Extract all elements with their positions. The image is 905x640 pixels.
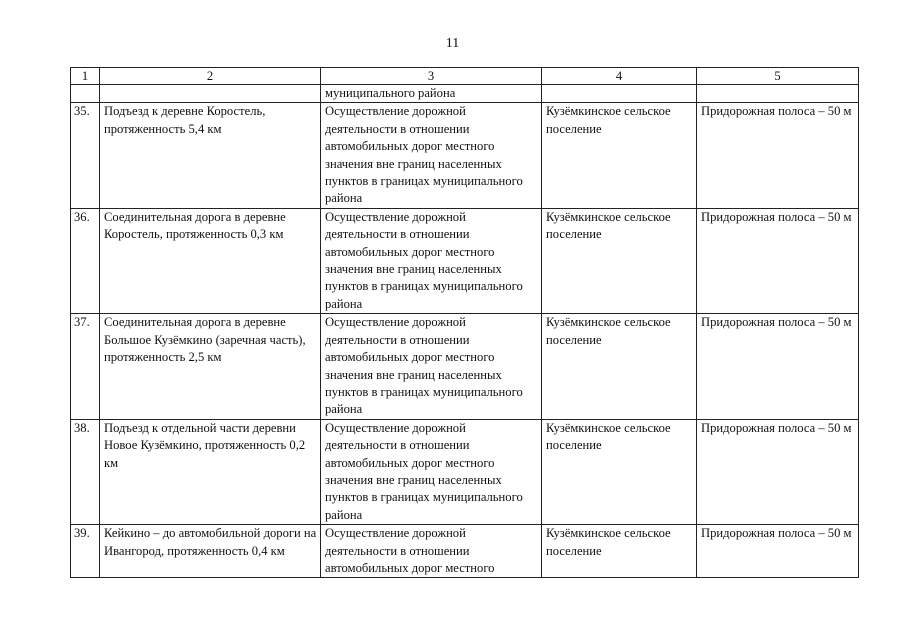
header-row (71, 68, 859, 85)
object-name: Подъезд к деревне Коростель, протяженность 5,4 км (100, 103, 321, 208)
object-name: Соединительная дорога в деревне Большое Кузёмкино (заречная часть), протяженность 2,5 км (100, 314, 321, 419)
object-name: Подъезд к отдельной части деревни Новое Кузёмкино, протяженность 0,2 км (100, 419, 321, 524)
settlement-name (542, 85, 697, 103)
row-number: 36. (71, 208, 100, 313)
object-name (100, 85, 321, 103)
zone-description: Придорожная полоса – 50 м (697, 314, 859, 419)
land-use-table (70, 67, 859, 578)
page-number: 11 (445, 36, 460, 51)
zone-description (697, 85, 859, 103)
header-col-1: 1 (71, 68, 100, 85)
row-number: 38. (71, 419, 100, 524)
continuation-row (71, 85, 859, 103)
object-purpose: Осуществление дорожной деятельности в отношении автомобильных дорог местного значения вне границ населенных пунктов в границах муниципального района (321, 314, 542, 419)
settlement-name: Кузёмкинское сельское поселение (542, 314, 697, 419)
settlement-name: Кузёмкинское сельское поселение (542, 103, 697, 208)
object-name: Кейкино – до автомобильной дороги на Ивангород, протяженность 0,4 км (100, 525, 321, 578)
header-col-5: 5 (697, 68, 859, 85)
table-row (71, 525, 859, 578)
zone-description: Придорожная полоса – 50 м (697, 208, 859, 313)
object-purpose: муниципального района (321, 85, 542, 103)
row-number (71, 85, 100, 103)
table-row (71, 103, 859, 208)
settlement-name: Кузёмкинское сельское поселение (542, 208, 697, 313)
object-purpose: Осуществление дорожной деятельности в отношении автомобильных дорог местного значения вне границ населенных пунктов в границах муниципального района (321, 419, 542, 524)
object-purpose: Осуществление дорожной деятельности в отношении автомобильных дорог местного (321, 525, 542, 578)
object-name: Соединительная дорога в деревне Коростель, протяженность 0,3 км (100, 208, 321, 313)
zone-description: Придорожная полоса – 50 м (697, 419, 859, 524)
header-col-3: 3 (321, 68, 542, 85)
settlement-name: Кузёмкинское сельское поселение (542, 525, 697, 578)
header-col-2: 2 (100, 68, 321, 85)
table-row (71, 208, 859, 313)
header-col-4: 4 (542, 68, 697, 85)
table-row (71, 419, 859, 524)
zone-description: Придорожная полоса – 50 м (697, 525, 859, 578)
table-row (71, 314, 859, 419)
row-number: 35. (71, 103, 100, 208)
settlement-name: Кузёмкинское сельское поселение (542, 419, 697, 524)
row-number: 37. (71, 314, 100, 419)
object-purpose: Осуществление дорожной деятельности в отношении автомобильных дорог местного значения вне границ населенных пунктов в границах муниципального района (321, 103, 542, 208)
zone-description: Придорожная полоса – 50 м (697, 103, 859, 208)
object-purpose: Осуществление дорожной деятельности в отношении автомобильных дорог местного значения вне границ населенных пунктов в границах муниципального района (321, 208, 542, 313)
row-number: 39. (71, 525, 100, 578)
